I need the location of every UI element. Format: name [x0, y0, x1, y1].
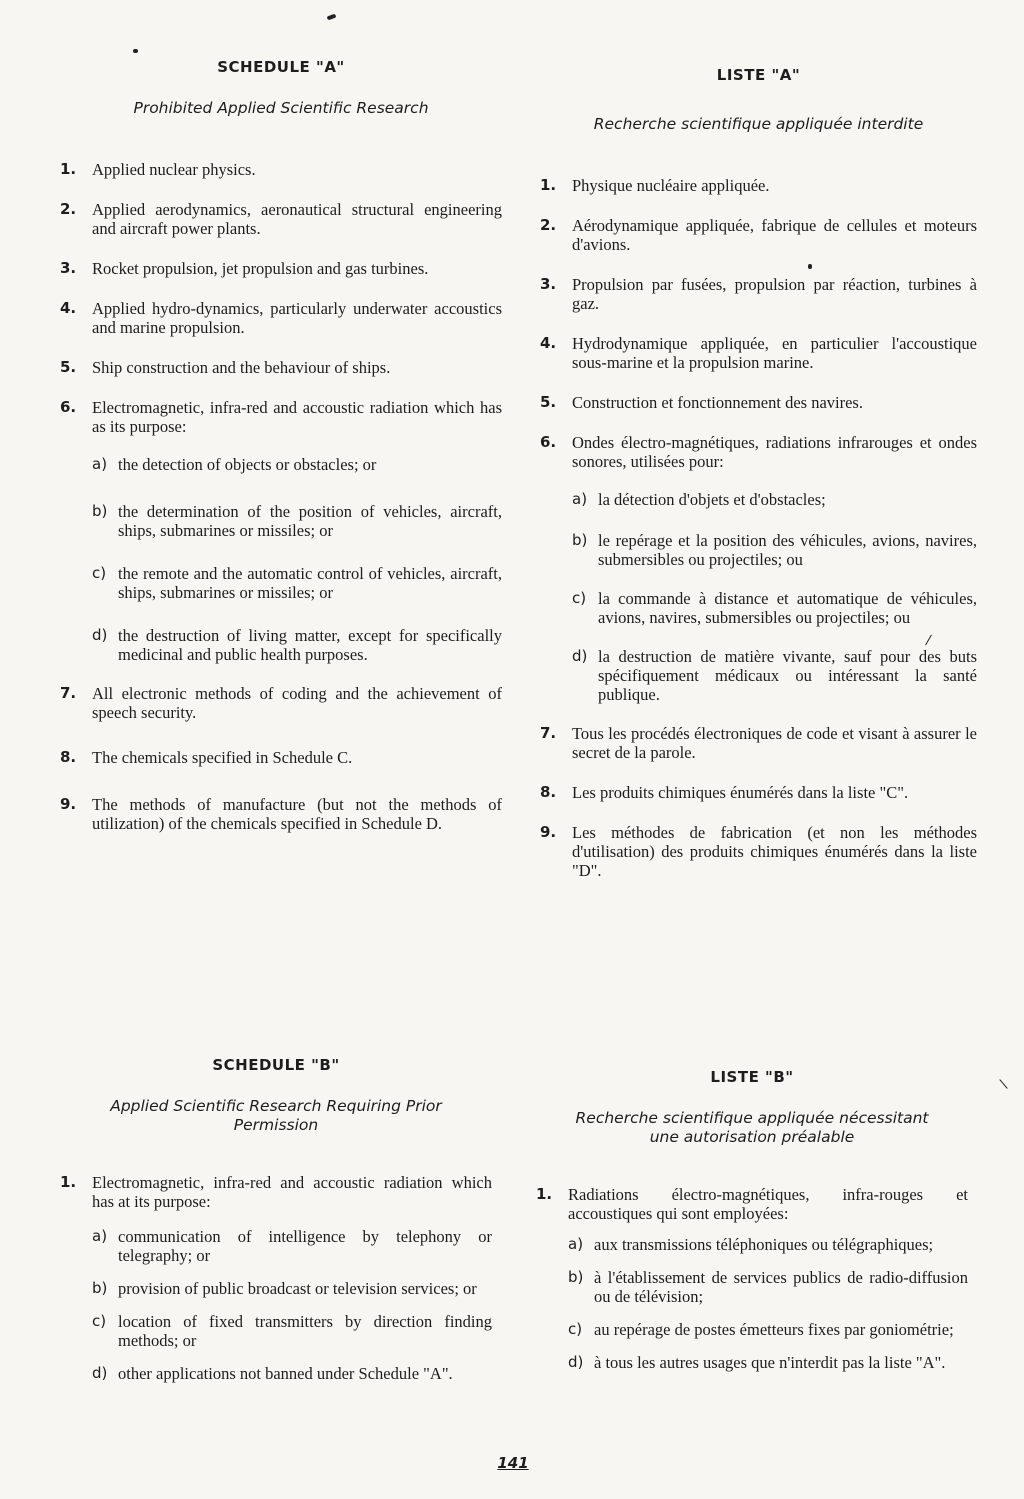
- scan-speck: [133, 49, 138, 53]
- sub-item: [60, 1279, 492, 1298]
- item-text: Ondes électro-magnétiques, radiations infrarouges et ondes sonores, utilisées pour:: [572, 433, 977, 471]
- list-item: [60, 259, 502, 278]
- sub-item: [536, 1320, 968, 1339]
- item-text: Electromagnetic, infra-red and accoustic radiation which has as its purpose:: [92, 398, 502, 436]
- sub-item: [536, 1268, 968, 1306]
- sub-item-text: la détection d'objets et d'obstacles;: [598, 490, 826, 509]
- sub-item: [60, 1227, 492, 1265]
- item-text: Applied nuclear physics.: [92, 160, 256, 179]
- item-number: 6.: [540, 433, 557, 451]
- sub-item-letter: a): [92, 455, 108, 473]
- sub-item-letter: a): [572, 490, 588, 508]
- sub-item-text: communication of intelligence by telephony or telegraphy; or: [118, 1227, 492, 1265]
- item-number: 7.: [60, 684, 77, 702]
- item-number: 1.: [60, 1173, 77, 1191]
- sub-item-text: the destruction of living matter, except for specifically medicinal and public health purposes.: [118, 626, 502, 664]
- sub-item-text: au repérage de postes émetteurs fixes par goniométrie;: [594, 1320, 954, 1339]
- sub-item: [536, 1235, 968, 1254]
- sub-item-text: à tous les autres usages que n'interdit pas la liste "A".: [594, 1353, 946, 1372]
- item-number: 1.: [536, 1185, 553, 1203]
- item-text: Rocket propulsion, jet propulsion and gas turbines.: [92, 259, 429, 278]
- sub-item-letter: c): [92, 564, 107, 582]
- liste-a-heading: LISTE "A": [716, 66, 801, 84]
- sub-item-text: the remote and the automatic control of vehicles, aircraft, ships, submarines or missiles; or: [118, 564, 502, 602]
- sub-item-letter: b): [92, 502, 108, 520]
- list-item: [60, 684, 502, 722]
- sub-item-text: la commande à distance et automatique de véhicules, avions, navires, submersibles ou projectiles; ou: [598, 589, 977, 627]
- item-number: 3.: [540, 275, 557, 293]
- item-text: Applied aerodynamics, aeronautical structural engineering and aircraft power plants.: [92, 200, 502, 238]
- sub-item: [60, 1312, 492, 1350]
- sub-item-letter: d): [572, 647, 588, 665]
- list-item: [540, 724, 977, 762]
- list-item: [540, 783, 977, 802]
- item-number: 2.: [60, 200, 77, 218]
- item-text: All electronic methods of coding and the achievement of speech security.: [92, 684, 502, 722]
- item-text: Applied hydro-dynamics, particularly underwater accoustics and marine propulsion.: [92, 299, 502, 337]
- schedule-b-heading: SCHEDULE "B": [212, 1056, 340, 1074]
- sub-item-letter: a): [92, 1227, 108, 1245]
- item-text: Les produits chimiques énumérés dans la liste "C".: [572, 783, 909, 802]
- schedule-b-english: [60, 1056, 492, 1397]
- item-text: Construction et fonctionnement des navires.: [572, 393, 863, 412]
- item-number: 2.: [540, 216, 557, 234]
- sub-item-letter: d): [568, 1353, 584, 1371]
- liste-b-subheading: Recherche scientifique appliquée nécessitant une autorisation préalable: [575, 1109, 929, 1146]
- sub-item-list: [60, 455, 502, 664]
- list-item: [60, 398, 502, 436]
- sub-item-letter: b): [92, 1279, 108, 1297]
- sub-item: [540, 531, 977, 569]
- sub-item-letter: b): [572, 531, 588, 549]
- list-item: [540, 823, 977, 880]
- sub-item-text: the detection of objects or obstacles; or: [118, 455, 377, 474]
- sub-item-text: le repérage et la position des véhicules, avions, navires, submersibles ou projectiles; ou: [598, 531, 977, 569]
- item-number: 3.: [60, 259, 77, 277]
- sub-item: [540, 490, 977, 509]
- sub-item-list: [60, 1227, 492, 1383]
- sub-item: [60, 502, 502, 540]
- list-item: [540, 393, 977, 412]
- sub-item: [60, 564, 502, 602]
- sub-item-text: the determination of the position of vehicles, aircraft, ships, submarines or missiles; or: [118, 502, 502, 540]
- sub-item-letter: d): [92, 1364, 108, 1382]
- liste-a-subheading: Recherche scientifique appliquée interdite: [593, 115, 924, 133]
- list-item: [60, 358, 502, 377]
- item-text: The methods of manufacture (but not the methods of utilization) of the chemicals specified in Schedule D.: [92, 795, 502, 833]
- sub-item-letter: c): [568, 1320, 583, 1338]
- item-number: 5.: [60, 358, 77, 376]
- list-item: [536, 1185, 968, 1223]
- sub-item: [60, 1364, 492, 1383]
- item-number: 9.: [60, 795, 77, 813]
- item-text: Electromagnetic, infra-red and accoustic radiation which has at its purpose:: [92, 1173, 492, 1211]
- sub-item-letter: c): [572, 589, 587, 607]
- item-number: 4.: [60, 299, 77, 317]
- item-number: 1.: [60, 160, 77, 178]
- sub-item-letter: b): [568, 1268, 584, 1286]
- list-item: [540, 176, 977, 195]
- sub-item-letter: c): [92, 1312, 107, 1330]
- sub-item-letter: d): [92, 626, 108, 644]
- list-item: [60, 200, 502, 238]
- item-number: 8.: [540, 783, 557, 801]
- scan-speck: [327, 14, 337, 21]
- item-text: Aérodynamique appliquée, fabrique de cellules et moteurs d'avions.: [572, 216, 977, 254]
- item-number: 6.: [60, 398, 77, 416]
- item-text: Ship construction and the behaviour of ships.: [92, 358, 391, 377]
- sub-item: [60, 626, 502, 664]
- scan-speck: [808, 264, 812, 269]
- item-text: Physique nucléaire appliquée.: [572, 176, 770, 195]
- list-item: [540, 216, 977, 254]
- list-item: [540, 334, 977, 372]
- sub-item: [60, 455, 502, 474]
- item-number: 9.: [540, 823, 557, 841]
- sub-item-text: location of fixed transmitters by direction finding methods; or: [118, 1312, 492, 1350]
- sub-item-text: other applications not banned under Schedule "A".: [118, 1364, 453, 1383]
- schedule-a-heading: SCHEDULE "A": [217, 58, 345, 76]
- sub-item-list: [536, 1235, 968, 1372]
- schedule-b-subheading: Applied Scientific Research Requiring Prior Permission: [110, 1097, 442, 1134]
- sub-item-text: provision of public broadcast or television services; or: [118, 1279, 477, 1298]
- item-number: 4.: [540, 334, 557, 352]
- liste-b-heading: LISTE "B": [710, 1068, 794, 1086]
- list-item: [540, 275, 977, 313]
- schedule-a-subheading: Prohibited Applied Scientific Research: [133, 99, 429, 117]
- schedule-a-french: [540, 66, 977, 901]
- sub-item-letter: a): [568, 1235, 584, 1253]
- item-text: Radiations électro-magnétiques, infra-rouges et accoustiques qui sont employées:: [568, 1185, 968, 1223]
- scan-speck: [999, 1079, 1007, 1089]
- item-text: Les méthodes de fabrication (et non les méthodes d'utilisation) des produits chimiques énumérés dans la liste "D".: [572, 823, 977, 880]
- sub-item: [536, 1353, 968, 1372]
- list-item: [60, 748, 502, 767]
- list-item: [60, 160, 502, 179]
- item-body: [92, 398, 502, 436]
- schedule-b-french: [536, 1068, 968, 1386]
- item-number: 7.: [540, 724, 557, 742]
- list-item: [540, 433, 977, 471]
- sub-item-text: la destruction de matière vivante, sauf pour des buts spécifiquement médicaux ou intéressant la santé publique.: [598, 647, 977, 704]
- sub-item: [540, 589, 977, 627]
- page-number: 141: [497, 1454, 529, 1472]
- list-item: [60, 795, 502, 833]
- item-number: 1.: [540, 176, 557, 194]
- sub-item-text: à l'établissement de services publics de radio-diffusion ou de télévision;: [594, 1268, 968, 1306]
- sub-item: [540, 647, 977, 704]
- list-item: [60, 1173, 492, 1211]
- schedule-a-english: [60, 58, 502, 854]
- item-number: 5.: [540, 393, 557, 411]
- item-text: The chemicals specified in Schedule C.: [92, 748, 353, 767]
- item-text: Tous les procédés électroniques de code et visant à assurer le secret de la parole.: [572, 724, 977, 762]
- item-text: Hydrodynamique appliquée, en particulier l'accoustique sous-marine et la propulsion marine.: [572, 334, 977, 372]
- list-item: [60, 299, 502, 337]
- item-text: Propulsion par fusées, propulsion par réaction, turbines à gaz.: [572, 275, 977, 313]
- item-number: 8.: [60, 748, 77, 766]
- sub-item-list: [540, 490, 977, 704]
- sub-item-text: aux transmissions téléphoniques ou télégraphiques;: [594, 1235, 934, 1254]
